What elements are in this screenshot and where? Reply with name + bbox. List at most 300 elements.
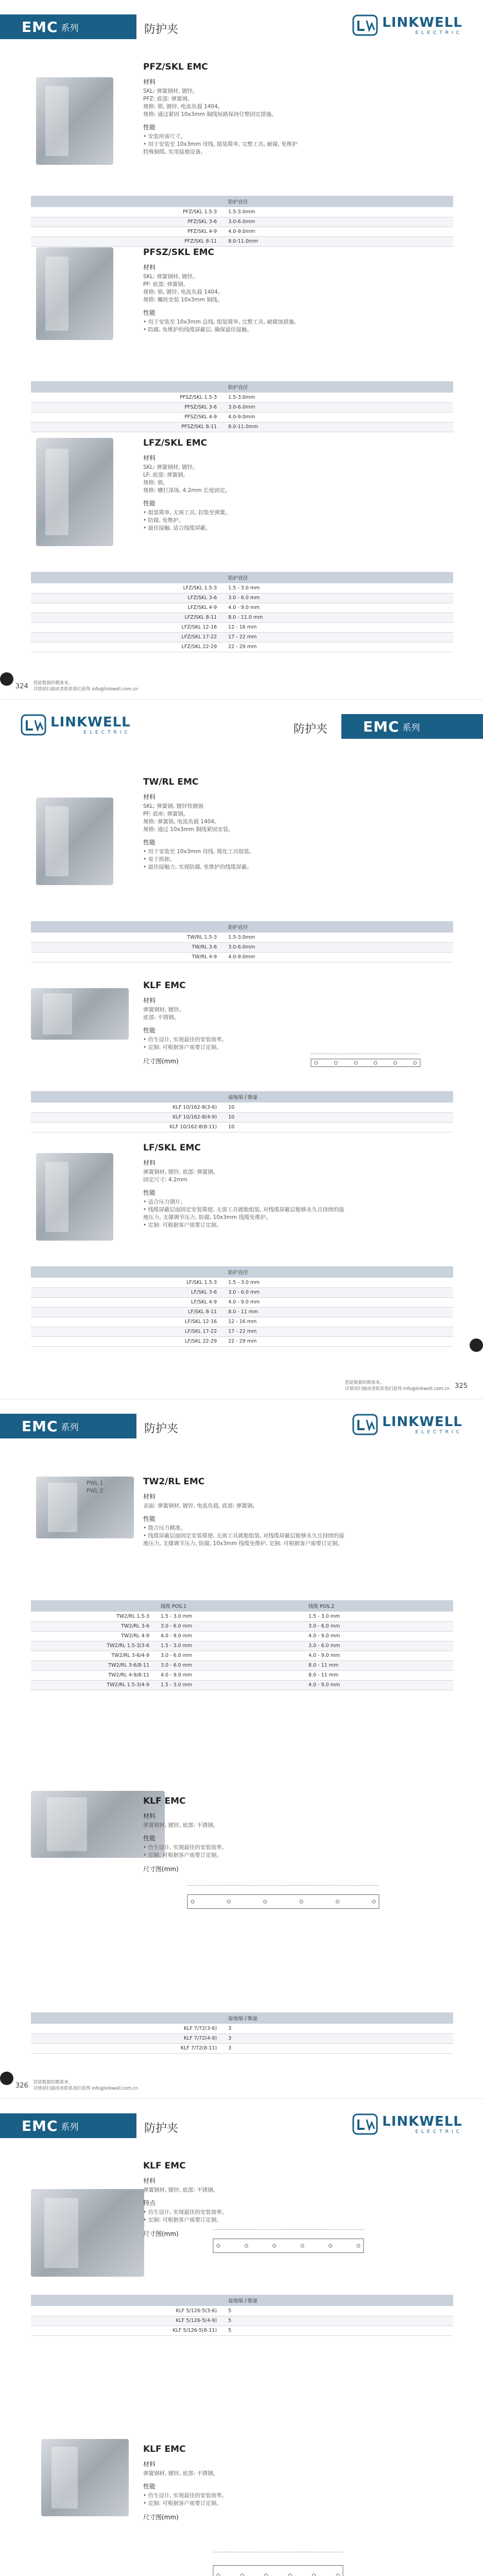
product-photo (36, 1153, 113, 1241)
performance-line: 地压力, 支撑调节压力, 防腐, 10x3mm 线缆免维护。 (143, 1214, 271, 1221)
spec-table (31, 381, 453, 432)
table-cell: 4.0-9.0mm (225, 952, 453, 962)
performance-line: • 仿生设计, 实现最佳的安装效率。 (143, 1844, 228, 1851)
spec-table (31, 1600, 453, 1690)
material-line: 弹簧钢材, 镀锌, 底部: 不锈钢。 (143, 2187, 219, 2193)
material-line: PFZ: 底部: 弹簧钢。 (143, 96, 193, 102)
product-photo (36, 77, 113, 165)
table-cell: 4.0 - 9.0 mm (305, 1651, 453, 1660)
table-row (31, 227, 453, 236)
table-cell: 1.5-3.0mm (225, 933, 453, 942)
table-cell: 4.0 - 9.0 mm (305, 1631, 453, 1641)
header-emc: EMC (22, 1417, 58, 1435)
spec-table (31, 196, 453, 247)
table-cell: PFZ/SKL 3-6 (31, 217, 225, 227)
page-footer (345, 1380, 473, 1392)
header-row (31, 572, 453, 583)
table-cell: LFZ/SKL 4-9 (31, 603, 225, 613)
spec-table-head (31, 1091, 453, 1103)
material-line: 规格: 弹簧锁, 电流负载 1404。 (143, 819, 220, 825)
performance-line: • 定制: 可根据客户需要订定制。 (143, 1852, 222, 1858)
table-cell: 8.0 - 11.0 mm (225, 613, 453, 622)
material-line: SKL: 弹簧钢材, 镀锌。 (143, 274, 198, 280)
material-line: 固定尺寸: 4.2mm (143, 1177, 188, 1183)
material-line: SKL: 弹簧钢材, 镀锌。 (143, 88, 198, 94)
material-line: 底部: 不锈钢。 (143, 1014, 179, 1021)
header-emc: EMC (22, 18, 58, 36)
table-cell: 8.0 - 11 mm (225, 1307, 453, 1317)
table-row (31, 2306, 453, 2316)
logo-text (50, 715, 131, 735)
performance-line: • 线缆屏蔽层面固定安装简便, 无需工具就能组装, 对线缆屏蔽层能够永久且持续的接 (143, 1207, 344, 1213)
header-band (0, 1414, 136, 1438)
side-nav-arrow-icon[interactable] (0, 2072, 13, 2085)
product-title: TW/RL EMC (143, 777, 199, 787)
table-cell: 3 (225, 2043, 453, 2053)
product-info (143, 2444, 452, 2523)
material-line: PF: 底座: 弹簧钢。 (143, 811, 189, 817)
spec-table-head (31, 2012, 453, 2024)
table-cell: TW/RL 3-6 (31, 942, 225, 952)
photo-highlight (45, 1162, 68, 1232)
table-row (31, 942, 453, 952)
catalog-page (0, 0, 483, 700)
performance-line: • 安装所需尺寸。 (143, 133, 186, 140)
header-emc: EMC (363, 718, 400, 735)
performance-line: 地压力, 支撑调节压力, 防腐, 10x3mm 线缆免维护, 定制: 可根据客户需要订定制。 (143, 1540, 343, 1547)
column-header (31, 196, 225, 207)
performance-label: 特点 (143, 2199, 156, 2207)
brand-sub: ELECTRIC (415, 2129, 462, 2134)
column-header (31, 921, 225, 933)
product-info (143, 1143, 452, 1229)
table-cell: 3.0-6.0mm (225, 942, 453, 952)
table-row (31, 2043, 453, 2053)
table-row (31, 422, 453, 432)
product-info (87, 1477, 452, 1548)
table-row (31, 1336, 453, 1346)
header-title: 防护夹 (144, 2122, 179, 2135)
logo-text (382, 2114, 462, 2134)
photo-highlight (45, 449, 68, 535)
table-cell: 5 (225, 2316, 453, 2326)
column-header (31, 1600, 158, 1612)
spec-table-body (31, 393, 453, 432)
table-row (31, 603, 453, 613)
column-header: 接地端子数量 (225, 2012, 453, 2024)
performance-line: • 仿生设计, 实现最佳的安装效率。 (143, 2493, 228, 2499)
photo-highlight (45, 806, 68, 876)
table-cell: 3.0 - 6.0 mm (225, 1287, 453, 1297)
table-row (31, 952, 453, 962)
product-title: PFZ/SKL EMC (143, 62, 208, 72)
product-title: KLF EMC (143, 1796, 186, 1806)
performance-line: • 用于安装至 10x3mm 母线, 简化工具组装。 (143, 849, 255, 855)
table-cell: 5 (225, 2326, 453, 2335)
material-line: SKL: 弹簧钢材, 镀锌。 (143, 464, 198, 470)
side-nav-arrow-icon[interactable] (470, 1338, 483, 1352)
table-row (31, 1641, 453, 1651)
table-cell: LFZ/SKL 12-16 (31, 622, 225, 632)
header-emc: EMC (22, 2117, 58, 2134)
table-cell: LF/SKL 8-11 (31, 1307, 225, 1317)
table-cell: PFSZ/SKL 1.5-3 (31, 393, 225, 402)
table-cell: 1.5 - 3.0 mm (305, 1612, 453, 1621)
table-row (31, 1612, 453, 1621)
spec-table (31, 2295, 453, 2336)
dimension-label: 尺寸图(mm) (143, 1866, 179, 1873)
product-info (143, 62, 452, 156)
column-header: 防护直径 (225, 572, 453, 583)
table-cell: 3.0 - 6.0 mm (305, 1621, 453, 1631)
header-row (31, 1091, 453, 1103)
table-row (31, 933, 453, 942)
brand-sub: ELECTRIC (83, 730, 131, 735)
performance-label: 性能 (143, 1835, 156, 1842)
table-cell: KLF 7/72(3-6) (31, 2024, 225, 2033)
footer-line: 您能数据的精准来， (33, 681, 73, 686)
header-band (0, 2113, 136, 2138)
logo-text (382, 15, 462, 36)
brand-logo (352, 2113, 462, 2135)
column-header: 防护直径 (225, 921, 453, 933)
table-cell: 10 (225, 1103, 453, 1112)
table-cell: TW2/RL 1.5-3/3-6 (31, 1641, 158, 1651)
table-cell: 4.0-9.0mm (225, 227, 453, 236)
product-title: KLF EMC (143, 2161, 186, 2171)
table-cell: PFZ/SKL 1.5-3 (31, 207, 225, 217)
spec-table-head (31, 572, 453, 583)
table-cell: 12 - 16 mm (225, 1317, 453, 1327)
footer-line: 详情请扫描或者联系我们获得 info@linkwell.com.cn (33, 687, 139, 692)
table-cell: LF/SKL 22-29 (31, 1336, 225, 1346)
material-label: 材料 (143, 1159, 156, 1166)
column-header: 防护直径 (225, 381, 453, 393)
material-line: 规格: 锁, 镀锌, 电流负载 1404。 (143, 104, 223, 110)
table-cell: 3 (225, 2033, 453, 2043)
photo-highlight (51, 2447, 78, 2509)
column-header: 接地端子数量 (225, 1091, 453, 1103)
spec-table-body (31, 583, 453, 652)
table-row (31, 1278, 453, 1287)
performance-line: • 定制: 可根据客户需要订定制。 (143, 2217, 222, 2223)
table-cell: PFSZ/SKL 8-11 (31, 422, 225, 432)
footer-text (33, 2079, 138, 2092)
table-row (31, 1680, 453, 1690)
material-line: 弹簧钢材, 镀锌, 底部: 弹簧钢。 (143, 1169, 219, 1175)
performance-line: • 组装简单, 无需工具, 扣装至弹簧。 (143, 510, 231, 516)
product-photo (36, 438, 113, 546)
logo-icon (352, 2113, 378, 2135)
column-header (31, 1091, 225, 1103)
table-row (31, 217, 453, 227)
spec-table-body (31, 1278, 453, 1346)
performance-line: • 易于拆卸。 (143, 856, 176, 862)
spec-table (31, 572, 453, 652)
table-cell: 12 - 16 mm (225, 622, 453, 632)
photo-highlight (45, 257, 68, 331)
table-row (31, 1287, 453, 1297)
table-cell: PFSZ/SKL 3-6 (31, 402, 225, 412)
material-label: 材料 (143, 1812, 156, 1820)
table-cell: 3.0 - 6.0 mm (158, 1651, 305, 1660)
material-line: PF: 底部: 弹簧钢。 (143, 281, 189, 287)
table-row (31, 632, 453, 642)
spec-table-head (31, 2295, 453, 2306)
table-row (31, 1307, 453, 1317)
column-header: 接地端子数量 (225, 2295, 453, 2306)
material-line: 规格: 锁。 (143, 480, 168, 486)
table-row (31, 1631, 453, 1641)
table-cell: LFZ/SKL 22-29 (31, 642, 225, 652)
table-cell: 1.5 - 3.0 mm (158, 1612, 305, 1621)
dimension-drawing (211, 2223, 366, 2270)
performance-line: • 最佳接触力, 实现防腐, 免维护的线缆屏蔽。 (143, 864, 252, 870)
header-row (31, 381, 453, 393)
brand-logo (352, 1414, 462, 1435)
brand-logo (21, 714, 131, 736)
performance-line: • 防腐, 免维护的线缆屏蔽层, 确保最佳接触。 (143, 327, 252, 333)
table-cell: TW2/RL 1.5-3 (31, 1612, 158, 1621)
photo-highlight (43, 993, 72, 1035)
table-cell: PFZ/SKL 4-9 (31, 227, 225, 236)
table-cell: TW2/RL 3-6/4-9 (31, 1651, 158, 1660)
dimension-drawing (185, 1878, 381, 1926)
table-cell: TW/RL 4-9 (31, 952, 225, 962)
column-header (31, 2012, 225, 2024)
brand-name: LINKWELL (382, 1414, 462, 1430)
table-cell: 4.0-9.0mm (225, 412, 453, 422)
table-cell: 3.0-6.0mm (225, 217, 453, 227)
table-cell: 5 (225, 2306, 453, 2316)
header-series: 系列 (61, 23, 79, 33)
table-row (31, 613, 453, 622)
column-header: 线缆 POS.2 (305, 1600, 453, 1612)
performance-line: • 用于安装至 10x3mm 总线, 组装简单, 完整工具, 耐腐蚀措施, (143, 319, 296, 325)
product-photo (41, 2439, 129, 2516)
header-row (31, 2012, 453, 2024)
header-row (31, 2295, 453, 2306)
table-cell: TW/RL 1.5-3 (31, 933, 225, 942)
table-row (31, 2316, 453, 2326)
product-info (143, 777, 452, 871)
table-row (31, 2024, 453, 2033)
table-cell: 1.5 - 3.0 mm (158, 1680, 305, 1690)
photo-highlight (47, 1798, 87, 1851)
material-line: 规格: 槽打深场, 4.2mm 长度固定。 (143, 487, 231, 494)
spec-table-body (31, 933, 453, 962)
table-cell: TW2/RL 3-6 (31, 1621, 158, 1631)
table-row (31, 402, 453, 412)
column-header: 线缆 POS.1 (158, 1600, 305, 1612)
table-cell: 8.0-11.0mm (225, 236, 453, 246)
footer-text (345, 1380, 450, 1392)
spec-table (31, 1091, 453, 1132)
table-cell: 4.0 - 9.0 mm (158, 1631, 305, 1641)
header-row (31, 1266, 453, 1278)
material-label: 材料 (143, 454, 156, 462)
table-cell: 3.0 - 6.0 mm (305, 1641, 453, 1651)
table-row (31, 642, 453, 652)
dimension-label: 尺寸图(mm) (143, 2230, 179, 2238)
performance-line: • 防腐, 免维护。 (143, 517, 184, 523)
material-label: 材料 (143, 1493, 156, 1500)
product-title: LFZ/SKL EMC (143, 438, 208, 448)
table-row (31, 412, 453, 422)
table-row (31, 1651, 453, 1660)
table-row (31, 393, 453, 402)
table-row (31, 1621, 453, 1631)
page-footer (10, 680, 138, 692)
material-label: 材料 (143, 793, 156, 801)
table-cell: 17 - 22 mm (225, 632, 453, 642)
side-nav-arrow-icon[interactable] (0, 672, 13, 686)
performance-line: • 定制: 可根据客户需要订定制。 (143, 1222, 222, 1228)
page-number: 325 (455, 1382, 468, 1390)
material-line: 弹簧钢材, 镀锌。 (143, 1007, 185, 1013)
table-row (31, 622, 453, 632)
product-title: PFSZ/SKL EMC (143, 247, 215, 258)
photo-highlight (48, 1483, 77, 1532)
table-cell: KLF 10/162-8(4-9) (31, 1112, 225, 1122)
spec-table-body (31, 2306, 453, 2335)
spec-table-head (31, 921, 453, 933)
material-label: 材料 (143, 2177, 156, 2184)
performance-line: • 散合压力精准。 (143, 1525, 186, 1531)
spec-table (31, 1266, 453, 1347)
table-cell: KLF 7/72(4-9) (31, 2033, 225, 2043)
performance-label: 性能 (143, 1515, 156, 1522)
dimension-label: 尺寸图(mm) (143, 1058, 179, 1065)
table-cell: TW2/RL 4-9/8-11 (31, 1670, 158, 1680)
performance-label: 性能 (143, 500, 156, 507)
performance-label: 性能 (143, 124, 156, 131)
material-line: 弹簧钢材, 镀锌, 底部: 不锈钢。 (143, 2470, 219, 2477)
catalog-page (0, 2099, 483, 2576)
footer-text (33, 680, 138, 692)
table-cell: LF/SKL 3-6 (31, 1287, 225, 1297)
callout-label: PWL 1 (87, 1480, 104, 1486)
callout-label: PWL 2 (87, 1488, 104, 1494)
table-cell: 8.0 - 11 mm (305, 1670, 453, 1680)
dimension-drawing (309, 1050, 422, 1077)
header-band (0, 14, 136, 39)
table-cell: TW2/RL 3-6/8-11 (31, 1660, 158, 1670)
header-title: 防护夹 (294, 723, 328, 736)
footer-line: 您能数据的精准来， (33, 2080, 73, 2085)
table-row (31, 583, 453, 593)
performance-line: • 仿生设计, 实现最佳的安装效率。 (143, 2209, 228, 2215)
material-line: 弹簧钢材, 镀锌, 底部: 不锈钢。 (143, 1822, 219, 1828)
table-row (31, 593, 453, 603)
table-cell: 1.5-3.0mm (225, 393, 453, 402)
brand-sub: ELECTRIC (415, 1430, 462, 1435)
performance-label: 性能 (143, 2483, 156, 2490)
page-footer (10, 2079, 138, 2092)
table-row (31, 236, 453, 246)
table-cell: 4.0 - 9.0 mm (305, 1680, 453, 1690)
photo-highlight (45, 86, 68, 156)
footer-line: 您能数据的精准来， (344, 1380, 385, 1385)
product-title: TW2/RL EMC (143, 1477, 205, 1487)
table-cell: PFZ/SKL 8-11 (31, 236, 225, 246)
performance-line: • 适合压力钢片。 (143, 1199, 186, 1205)
table-cell: LFZ/SKL 3-6 (31, 593, 225, 603)
table-cell: LF/SKL 17-22 (31, 1327, 225, 1336)
product-photo (36, 1477, 134, 1538)
table-cell: LF/SKL 12-16 (31, 1317, 225, 1327)
table-cell: KLF 5/126-5(4-9) (31, 2316, 225, 2326)
column-header: 防护直径 (225, 1266, 453, 1278)
spec-table-head (31, 381, 453, 393)
material-line: 表面: 弹簧钢材, 镀锌, 电流负载, 底部: 弹簧钢。 (143, 1503, 258, 1509)
brand-sub: ELECTRIC (415, 30, 462, 36)
spec-table-body (31, 2024, 453, 2053)
table-cell: 3.0 - 6.0 mm (225, 593, 453, 603)
performance-line: • 用于安装至 10x3mm 母线, 组装简单, 完整工具, 耐腐, 免维护 (143, 141, 298, 147)
column-header: 防护直径 (225, 196, 453, 207)
table-row (31, 2326, 453, 2335)
header-series: 系列 (61, 1422, 79, 1433)
product-title: KLF EMC (143, 2444, 186, 2454)
brand-logo (352, 14, 462, 36)
material-line: SKL: 弹簧钢, 镀锌铁镀锡 (143, 803, 203, 809)
table-cell: KLF 10/162-8(3-6) (31, 1103, 225, 1112)
dimension-label: 尺寸图(mm) (143, 2514, 179, 2521)
product-photo (31, 2189, 144, 2277)
header-title: 防护夹 (144, 1422, 179, 1435)
page-number: 324 (15, 682, 28, 690)
table-cell: 3.0-6.0mm (225, 402, 453, 412)
header-title: 防护夹 (144, 23, 179, 36)
material-line: LF: 底部: 弹簧钢。 (143, 472, 188, 478)
table-cell: LF/SKL 4-9 (31, 1297, 225, 1307)
table-cell: 1.5 - 3.0 mm (225, 1278, 453, 1287)
table-cell: 3.0 - 6.0 mm (158, 1621, 305, 1631)
catalog-page (0, 1399, 483, 2099)
table-cell: 1.5 - 3.0 mm (225, 583, 453, 593)
header-series: 系列 (61, 2122, 79, 2132)
logo-icon (352, 1414, 378, 1435)
header-row (31, 921, 453, 933)
column-header (31, 381, 225, 393)
performance-line: • 最佳接触, 适合线缆屏蔽。 (143, 525, 211, 531)
product-photo (36, 798, 113, 885)
material-line: 规格: 螺丝安装 10x3mm 铜线。 (143, 297, 223, 303)
performance-line: • 线缆屏蔽层面固定安装简便, 无需工具就能组装, 对线缆屏蔽层能够永久且持续的接 (143, 1533, 344, 1539)
header-band (341, 714, 483, 739)
performance-label: 性能 (143, 839, 156, 846)
column-header (31, 1266, 225, 1278)
table-cell: 4.0 - 9.0 mm (225, 603, 453, 613)
table-row (31, 1670, 453, 1680)
table-cell: LF/SKL 1.5-3 (31, 1278, 225, 1287)
catalog-page (0, 700, 483, 1399)
header-series: 系列 (402, 722, 420, 733)
product-info (143, 247, 452, 334)
table-row (31, 1297, 453, 1307)
table-cell: 22 - 29 mm (225, 1336, 453, 1346)
table-row (31, 207, 453, 217)
table-cell: 8.0-11.0mm (225, 422, 453, 432)
table-cell: 1.5-3.0mm (225, 207, 453, 217)
material-label: 材料 (143, 2461, 156, 2468)
table-cell: TW2/RL 1.5-3/4-9 (31, 1680, 158, 1690)
table-cell: 17 - 22 mm (225, 1327, 453, 1336)
brand-name: LINKWELL (50, 715, 131, 730)
table-cell: 3.0 - 6.0 mm (158, 1660, 305, 1670)
table-cell: KLF 5/126-5(8-11) (31, 2326, 225, 2335)
